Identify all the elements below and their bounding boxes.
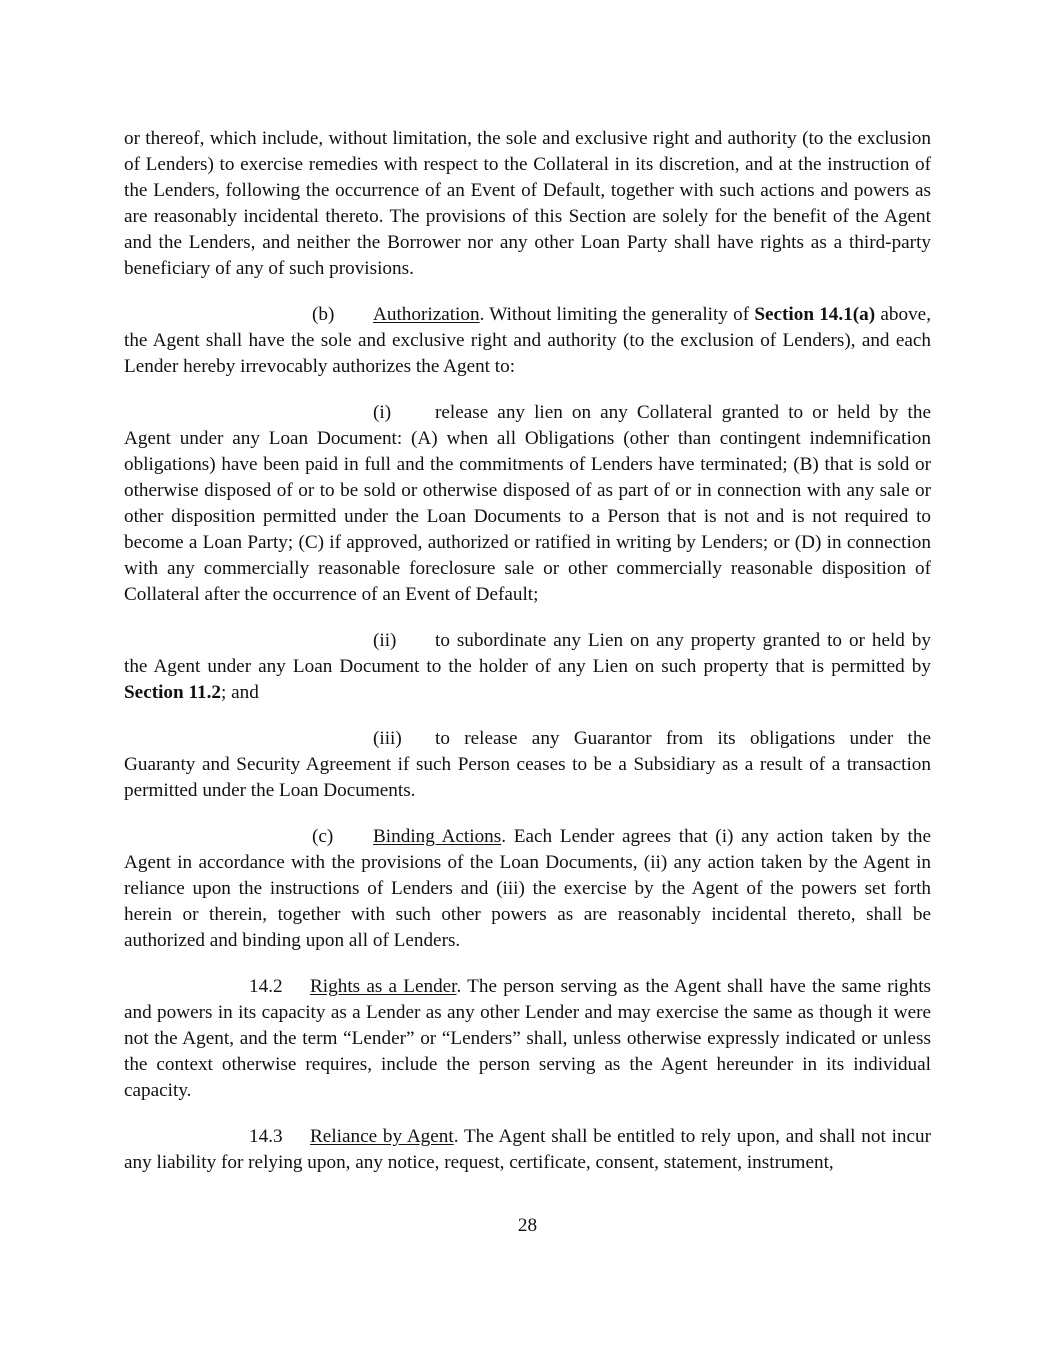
paragraph-text: or thereof, which include, without limitation, the sole and exclusive right and authority (to the exclusion of Lenders) to exercise remedies with respect to the Collateral in its discretion, and at the instruction of the Lenders, following the occurrence of an Event of Default, together with such actions and powers as are reasonably incidental thereto. The provisions of this Section are solely for the benefit of the Agent and the Lenders, and neither the Borrower nor any other Loan Party shall have rights as a third-party beneficiary of any of such provisions.: [124, 128, 931, 279]
section-heading-binding-actions: Binding Actions: [373, 826, 502, 848]
section-reference: Section 11.2: [124, 681, 222, 703]
paragraph-text: above, the Agent shall have the sole and exclusive right and authority (to the exclusion of Lenders), and each Lender hereby irrevocably authorizes the Agent to:: [124, 303, 931, 377]
section-reference: Section 14.1(a): [754, 303, 876, 325]
document-page: [124, 126, 931, 1176]
clause-text: ; and: [221, 681, 259, 703]
section-number: 14.3: [249, 1126, 283, 1148]
clause-number: (ii): [373, 629, 397, 651]
paragraph-continuation: [124, 126, 931, 281]
section-heading-rights-as-a-lender: Rights as a Lender: [310, 976, 457, 998]
section-text: . The Agent shall be entitled to rely upon, and shall not incur any liability for relying upon, any notice, request, certificate, consent, statement, instrument,: [124, 1126, 931, 1174]
paragraph-text: . Each Lender agrees that (i) any action taken by the Agent in accordance with the provisions of the Loan Documents, (ii) any action taken by the Agent in reliance upon the instructions of Lenders and (iii) the exercise by the Agent of the powers set forth herein or therein, together with such other powers as are reasonably incidental thereto, shall be authorized and binding upon all of Lenders.: [124, 826, 931, 951]
paragraph-14-1-b: [124, 302, 931, 380]
section-text: . The person serving as the Agent shall have the same rights and powers in its capacity as a Lender as any other Lender and may exercise the same as though it were not the Agent, and the term “Lender” or “Lenders” shall, unless otherwise expressly indicated or unless the context otherwise requires, include the person serving as the Agent hereunder in its individual capacity.: [124, 976, 931, 1101]
section-heading-authorization: Authorization: [373, 303, 480, 325]
section-number: (c): [312, 826, 334, 848]
page-number: 28: [517, 1215, 538, 1236]
section-14-2: [124, 974, 931, 1104]
clause-number: (i): [373, 402, 392, 424]
paragraph-text: . Without limiting the generality of: [479, 303, 755, 325]
clause-number: (iii): [373, 728, 402, 750]
clause-ii: [124, 628, 931, 706]
clause-text: to subordinate any Lien on any property granted to or held by the Agent under any Loan Document to the holder of any Lien on such property that is permitted by: [124, 629, 931, 677]
section-number: 14.2: [249, 976, 283, 998]
clause-text: to release any Guarantor from its obligations under the Guaranty and Security Agreement if such Person ceases to be a Subsidiary as a result of a transaction permitted under the Loan Documents.: [124, 728, 931, 801]
clause-iii: [124, 726, 931, 804]
section-14-3: [124, 1124, 931, 1176]
paragraph-14-1-c: [124, 824, 931, 954]
clause-text: release any lien on any Collateral granted to or held by the Agent under any Loan Document: (A) when all Obligations (other than contingent indemnification obligations) have been paid in full and the commitments of Lenders have terminated; (B) that is sold or otherwise disposed of or to be sold or otherwise disposed of as part of or in connection with any sale or other disposition permitted under the Loan Documents to a Person that is not and is not required to become a Loan Party; (C) if approved, authorized or ratified in writing by Lenders; or (D) in connection with any commercially reasonable foreclosure sale or other commercially reasonable disposition of Collateral after the occurrence of an Event of Default;: [124, 402, 931, 605]
section-heading-reliance-by-agent: Reliance by Agent: [310, 1126, 454, 1148]
clause-i: [124, 400, 931, 607]
section-number: (b): [312, 303, 335, 325]
